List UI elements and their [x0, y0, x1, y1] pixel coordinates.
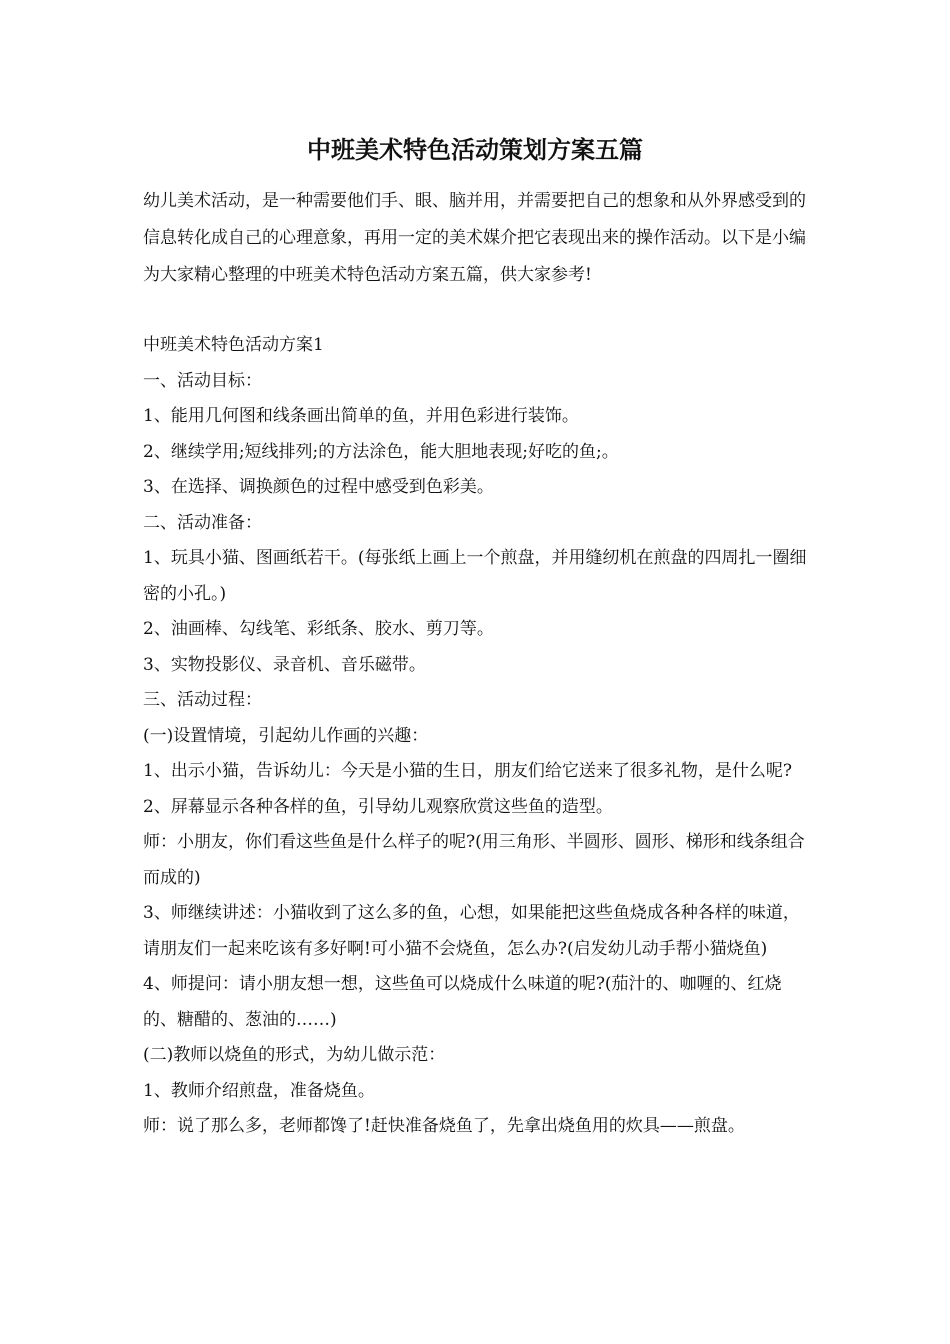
section-heading: 中班美术特色活动方案1 [143, 335, 324, 355]
subsection-heading: 一、活动目标： [143, 370, 262, 391]
step-heading: (二)教师以烧鱼的形式，为幼儿做示范： [143, 1045, 446, 1065]
dialogue-line: 师：小朋友，你们看这些鱼是什么样子的呢?(用三角形、半圆形、圆形、梯形和线条组合而成的) [143, 832, 805, 888]
document-title: 中班美术特色活动策划方案五篇 [307, 135, 643, 164]
list-item: 1、能用几何图和线条画出简单的鱼，并用色彩进行装饰。 [143, 406, 579, 426]
paragraph-spacer [143, 294, 811, 328]
list-item: 3、在选择、调换颜色的过程中感受到色彩美。 [143, 477, 494, 497]
list-item: 2、屏幕显示各种各样的鱼，引导幼儿观察欣赏这些鱼的造型。 [143, 796, 613, 817]
dialogue-line: 师：说了那么多，老师都馋了!赶快准备烧鱼了，先拿出烧鱼用的炊具——煎盘。 [143, 1116, 745, 1136]
list-item: 1、出示小猫，告诉幼儿：今天是小猫的生日，朋友们给它送来了很多礼物，是什么呢? [143, 761, 792, 781]
subsection-heading: 三、活动过程： [143, 690, 262, 710]
list-item: 3、实物投影仪、录音机、音乐磁带。 [143, 654, 426, 675]
subsection-heading: 二、活动准备： [143, 512, 262, 533]
list-item: 4、师提问：请小朋友想一想，这些鱼可以烧成什么味道的呢?(茄汁的、咖喱的、红烧的、糖醋的、葱油的……) [143, 974, 782, 1030]
step-heading: (一)设置情境，引起幼儿作画的兴趣： [143, 725, 429, 746]
intro-text: 幼儿美术活动，是一种需要他们手、眼、脑并用，并需要把自己的想象和从外界感受到的信息转化成自己的心理意象，再用一定的美术媒介把它表现出来的操作活动。以下是小编为大家精心整理的中班美术特色活动方案五篇，供大家参考! [143, 191, 806, 285]
list-item: 2、油画棒、勾线笔、彩纸条、胶水、剪刀等。 [143, 619, 494, 639]
list-item: 1、教师介绍煎盘，准备烧鱼。 [143, 1080, 375, 1101]
intro-paragraph [143, 183, 811, 294]
list-item: 2、继续学用;短线排列;的方法涂色，能大胆地表现;好吃的鱼;。 [143, 441, 619, 462]
list-item: 3、师继续讲述：小猫收到了这么多的鱼，心想，如果能把这些鱼烧成各种各样的味道，请朋友们一起来吃该有多好啊!可小猫不会烧鱼，怎么办?(启发幼儿动手帮小猫烧鱼) [143, 903, 800, 959]
document-body [143, 183, 811, 1145]
list-item: 1、玩具小猫、图画纸若干。(每张纸上画上一个煎盘，并用缝纫机在煎盘的四周扎一圈细密的小孔。) [143, 548, 807, 604]
